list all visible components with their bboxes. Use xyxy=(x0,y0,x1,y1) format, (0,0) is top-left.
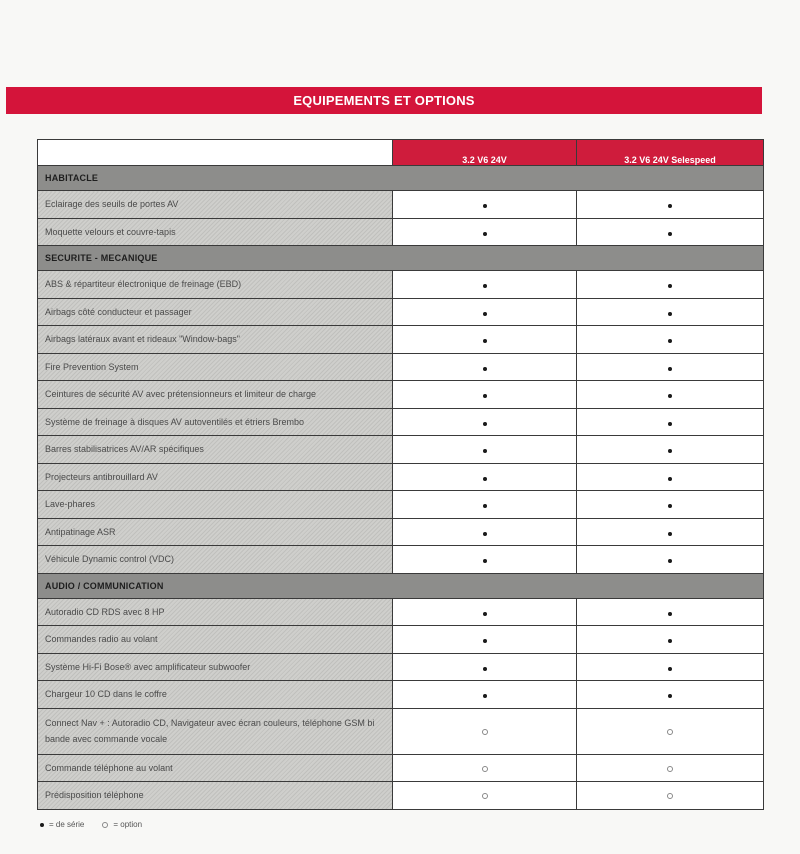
table-row xyxy=(38,326,764,354)
legend-standard xyxy=(40,820,84,829)
value-cell-v6 xyxy=(393,708,577,754)
value-cell-v6 xyxy=(393,326,577,354)
value-cell-v6 xyxy=(393,754,577,782)
standard-dot-icon xyxy=(483,394,487,398)
standard-dot-icon xyxy=(483,504,487,508)
row-label: Commandes radio au volant xyxy=(38,626,393,654)
value-cell-v6 xyxy=(393,598,577,626)
header-blank-cell xyxy=(38,140,393,166)
standard-dot-icon xyxy=(483,559,487,563)
column-header-v6: 3.2 V6 24V xyxy=(393,140,577,166)
legend-standard-label: = de série xyxy=(49,820,85,829)
standard-dot-icon xyxy=(483,449,487,453)
value-cell-v6-selespeed xyxy=(577,546,764,574)
standard-dot-icon xyxy=(483,422,487,426)
option-circle-icon xyxy=(667,793,673,799)
standard-dot-icon xyxy=(668,532,672,536)
value-cell-v6 xyxy=(393,463,577,491)
table-header-row xyxy=(38,140,764,166)
value-cell-v6-selespeed xyxy=(577,518,764,546)
section-row xyxy=(38,246,764,271)
section-row xyxy=(38,573,764,598)
value-cell-v6-selespeed xyxy=(577,353,764,381)
value-cell-v6-selespeed xyxy=(577,491,764,519)
standard-dot-icon xyxy=(668,284,672,288)
standard-dot-icon xyxy=(668,367,672,371)
standard-dot-icon xyxy=(668,667,672,671)
row-label: Connect Nav + : Autoradio CD, Navigateur avec écran couleurs, téléphone GSM bi bande avec commande vocale xyxy=(38,708,393,754)
section-title: HABITACLE xyxy=(38,166,764,191)
banner-title: EQUIPEMENTS ET OPTIONS xyxy=(293,93,475,108)
row-label: Airbags latéraux avant et rideaux "Window-bags" xyxy=(38,326,393,354)
table-row xyxy=(38,436,764,464)
row-label: Chargeur 10 CD dans le coffre xyxy=(38,681,393,709)
value-cell-v6 xyxy=(393,408,577,436)
standard-dot-icon xyxy=(483,232,487,236)
equipment-table xyxy=(37,139,764,810)
value-cell-v6-selespeed xyxy=(577,626,764,654)
standard-dot-icon xyxy=(668,422,672,426)
row-label: Projecteurs antibrouillard AV xyxy=(38,463,393,491)
table-row xyxy=(38,298,764,326)
value-cell-v6 xyxy=(393,653,577,681)
standard-dot-icon xyxy=(668,339,672,343)
value-cell-v6 xyxy=(393,436,577,464)
row-label: Barres stabilisatrices AV/AR spécifiques xyxy=(38,436,393,464)
row-label: Système de freinage à disques AV autoventilés et étriers Brembo xyxy=(38,408,393,436)
row-label: Lave-phares xyxy=(38,491,393,519)
value-cell-v6-selespeed xyxy=(577,463,764,491)
value-cell-v6 xyxy=(393,681,577,709)
row-label: Système Hi-Fi Bose® avec amplificateur subwoofer xyxy=(38,653,393,681)
value-cell-v6-selespeed xyxy=(577,271,764,299)
value-cell-v6-selespeed xyxy=(577,436,764,464)
table-row xyxy=(38,782,764,810)
standard-dot-icon xyxy=(483,284,487,288)
section-title: SECURITE - MECANIQUE xyxy=(38,246,764,271)
standard-dot-icon xyxy=(668,612,672,616)
table-row xyxy=(38,271,764,299)
option-circle-icon xyxy=(102,822,108,828)
table-row xyxy=(38,708,764,754)
standard-dot-icon xyxy=(40,823,44,827)
row-label: Ceintures de sécurité AV avec prétensionneurs et limiteur de charge xyxy=(38,381,393,409)
value-cell-v6 xyxy=(393,546,577,574)
table-row xyxy=(38,754,764,782)
row-label: Commande téléphone au volant xyxy=(38,754,393,782)
row-label: Véhicule Dynamic control (VDC) xyxy=(38,546,393,574)
value-cell-v6 xyxy=(393,298,577,326)
row-label: Autoradio CD RDS avec 8 HP xyxy=(38,598,393,626)
value-cell-v6-selespeed xyxy=(577,653,764,681)
standard-dot-icon xyxy=(483,667,487,671)
column-header-v6-selespeed: 3.2 V6 24V Selespeed xyxy=(577,140,764,166)
value-cell-v6-selespeed xyxy=(577,298,764,326)
table-row xyxy=(38,491,764,519)
table-row xyxy=(38,626,764,654)
row-label: Antipatinage ASR xyxy=(38,518,393,546)
standard-dot-icon xyxy=(483,204,487,208)
standard-dot-icon xyxy=(668,694,672,698)
value-cell-v6 xyxy=(393,353,577,381)
standard-dot-icon xyxy=(483,312,487,316)
table-row xyxy=(38,353,764,381)
value-cell-v6 xyxy=(393,782,577,810)
value-cell-v6-selespeed xyxy=(577,598,764,626)
standard-dot-icon xyxy=(668,394,672,398)
option-circle-icon xyxy=(482,766,488,772)
table-row xyxy=(38,408,764,436)
standard-dot-icon xyxy=(668,639,672,643)
value-cell-v6-selespeed xyxy=(577,681,764,709)
standard-dot-icon xyxy=(483,367,487,371)
row-label: Eclairage des seuils de portes AV xyxy=(38,191,393,219)
value-cell-v6 xyxy=(393,491,577,519)
table-row xyxy=(38,598,764,626)
section-title: AUDIO / COMMUNICATION xyxy=(38,573,764,598)
value-cell-v6-selespeed xyxy=(577,408,764,436)
row-label: Moquette velours et couvre-tapis xyxy=(38,218,393,246)
legend xyxy=(40,820,142,829)
table-row xyxy=(38,381,764,409)
standard-dot-icon xyxy=(668,204,672,208)
standard-dot-icon xyxy=(483,612,487,616)
row-label: ABS & répartiteur électronique de freinage (EBD) xyxy=(38,271,393,299)
standard-dot-icon xyxy=(483,339,487,343)
option-circle-icon xyxy=(667,729,673,735)
value-cell-v6-selespeed xyxy=(577,708,764,754)
standard-dot-icon xyxy=(668,504,672,508)
option-circle-icon xyxy=(667,766,673,772)
table-row xyxy=(38,463,764,491)
value-cell-v6-selespeed xyxy=(577,326,764,354)
section-row xyxy=(38,166,764,191)
value-cell-v6 xyxy=(393,381,577,409)
standard-dot-icon xyxy=(668,449,672,453)
value-cell-v6-selespeed xyxy=(577,218,764,246)
standard-dot-icon xyxy=(668,477,672,481)
value-cell-v6 xyxy=(393,218,577,246)
standard-dot-icon xyxy=(668,312,672,316)
value-cell-v6 xyxy=(393,271,577,299)
value-cell-v6 xyxy=(393,518,577,546)
value-cell-v6-selespeed xyxy=(577,191,764,219)
option-circle-icon xyxy=(482,729,488,735)
value-cell-v6-selespeed xyxy=(577,782,764,810)
standard-dot-icon xyxy=(483,477,487,481)
legend-option-label: = option xyxy=(113,820,143,829)
row-label: Fire Prevention System xyxy=(38,353,393,381)
value-cell-v6 xyxy=(393,191,577,219)
standard-dot-icon xyxy=(483,694,487,698)
standard-dot-icon xyxy=(483,532,487,536)
table-row xyxy=(38,191,764,219)
value-cell-v6-selespeed xyxy=(577,754,764,782)
row-label: Airbags côté conducteur et passager xyxy=(38,298,393,326)
standard-dot-icon xyxy=(668,559,672,563)
table-row xyxy=(38,653,764,681)
option-circle-icon xyxy=(482,793,488,799)
table-row xyxy=(38,546,764,574)
value-cell-v6 xyxy=(393,626,577,654)
row-label: Prédisposition téléphone xyxy=(38,782,393,810)
table-row xyxy=(38,518,764,546)
page-banner xyxy=(6,87,762,114)
standard-dot-icon xyxy=(668,232,672,236)
legend-option xyxy=(102,820,142,829)
table-row xyxy=(38,218,764,246)
value-cell-v6-selespeed xyxy=(577,381,764,409)
standard-dot-icon xyxy=(483,639,487,643)
table-row xyxy=(38,681,764,709)
